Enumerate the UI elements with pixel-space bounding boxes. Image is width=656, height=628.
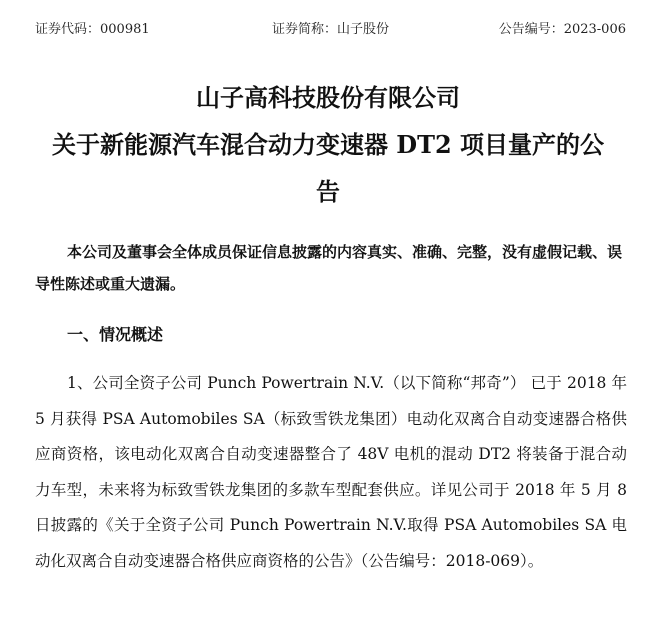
body-paragraph [35,366,627,579]
section-heading: 一、情况概述 [67,325,164,344]
board-statement-text: 本公司及董事会全体成员保证信息披露的内容真实、准确、完整，没有虚假记载、误导性陈述或重大遗漏。 [35,243,623,293]
announcement-title-line2: 告 [316,177,340,206]
stock-short-name: 证券简称：山子股份 [272,22,390,37]
stock-code: 证券代码：000981 [35,22,150,37]
body-paragraph-text: 1、公司全资子公司 Punch Powertrain N.V.（以下简称“邦奇”） 已于 2018 年 5 月获得 PSA Automobiles SA（标致雪铁龙集团）电动化双离合自动变速器合格供应商资格，该电动化双离合自动变速器整合了 48V 电机的混动 DT2 将装备于混合动力车型，未来将为标致雪铁龙集团的多款车型配套供应。详见公司于 2018 年 5 月 8 日披露的《关于全资子公司 Punch Powertrain N.V.取得 PSA Automobiles SA 电动化双离合自动变速器合格供应商资格的公告》（公告编号：2018-069）。 [35,374,627,570]
board-statement [35,236,625,300]
announcement-title-line1: 关于新能源汽车混合动力变速器 DT2 项目量产的公 [51,130,605,159]
company-title: 山子高科技股份有限公司 [196,83,460,112]
notice-number: 公告编号：2023-006 [498,22,626,37]
